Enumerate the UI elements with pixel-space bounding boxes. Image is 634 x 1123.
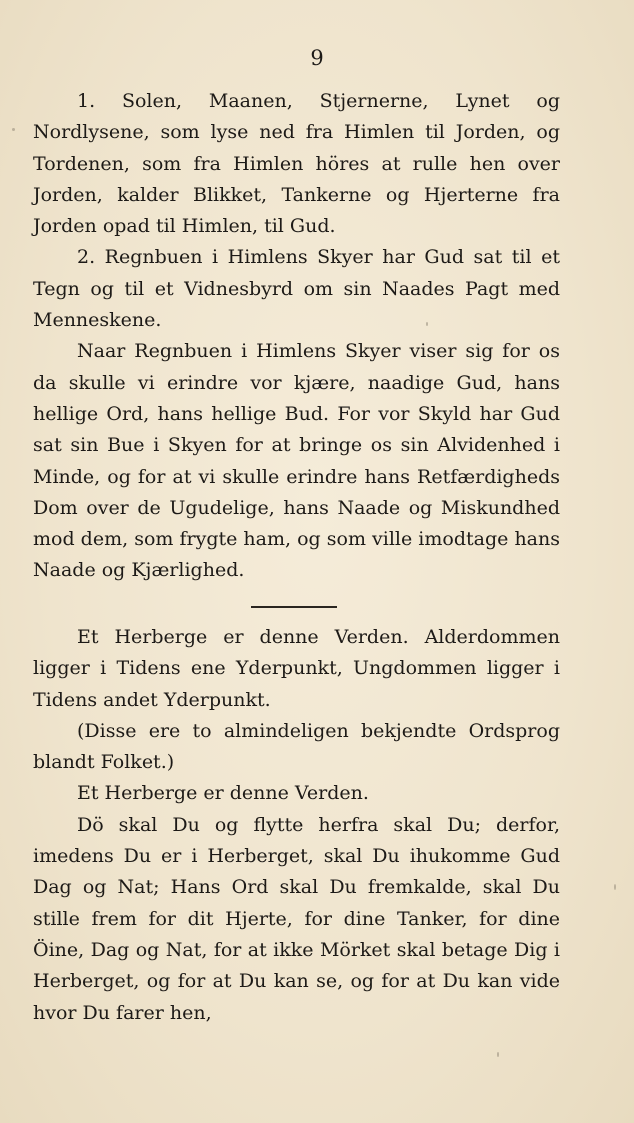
- text-block-bottom: [33, 622, 560, 1029]
- paper-speck: [12, 128, 15, 131]
- paragraph-4: Et Herberge er denne Verden. Alderdommen ligger i Tidens ene Yderpunkt, Ungdommen ligger i Tidens andet Yderpunkt.: [33, 626, 560, 711]
- paragraph-2: 2. Regnbuen i Himlens Skyer har Gud sat til et Tegn og til et Vidnesbyrd om sin Naades Pagt med Menneskene.: [33, 246, 560, 332]
- section-divider: [251, 606, 337, 608]
- paragraph-3: Naar Regnbuen i Himlens Skyer viser sig for os da skulle vi erindre vor kjære, naadige Gud, hans hellige Ord, hans hellige Bud. For vor Skyld har Gud sat sin Bue i Skyen for at bringe os sin Alvidenhed i Minde, og for at vi skulle erindre hans Retfærdigheds Dom over de Ugudelige, hans Naade og Miskundhed mod dem, som frygte ham, og som ville imodtage hans Naade og Kjærlighed.: [33, 340, 560, 582]
- paragraph-1: 1. Solen, Maanen, Stjernerne, Lynet og Nordlysene, som lyse ned fra Himlen til Jorden, og Tordenen, som fra Himlen höres at rulle hen over Jorden, kalder Blikket, Tankerne og Hjerterne fra Jorden opad til Himlen, til Gud.: [33, 90, 560, 238]
- paragraph-7: Dö skal Du og flytte herfra skal Du; derfor, imedens Du er i Herberget, skal Du ihukomme Gud Dag og Nat; Hans Ord skal Du fremkalde, skal Du stille frem for dit Hjerte, for dine Tanker, for dine Öine, Dag og Nat, for at ikke Mörket skal betage Dig i Herberget, og for at Du kan se, og for at Du kan vide hvor Du farer hen,: [33, 813, 560, 1024]
- paper-speck: [497, 1052, 499, 1057]
- paragraph-6: Et Herberge er denne Verden.: [77, 782, 369, 805]
- page-number: 9: [310, 46, 324, 70]
- paper-speck: [426, 322, 428, 326]
- paragraph-5: (Disse ere to almindeligen bekjendte Ordsprog blandt Folket.): [33, 719, 560, 774]
- paper-speck: [614, 884, 616, 890]
- text-block-top: [33, 86, 560, 587]
